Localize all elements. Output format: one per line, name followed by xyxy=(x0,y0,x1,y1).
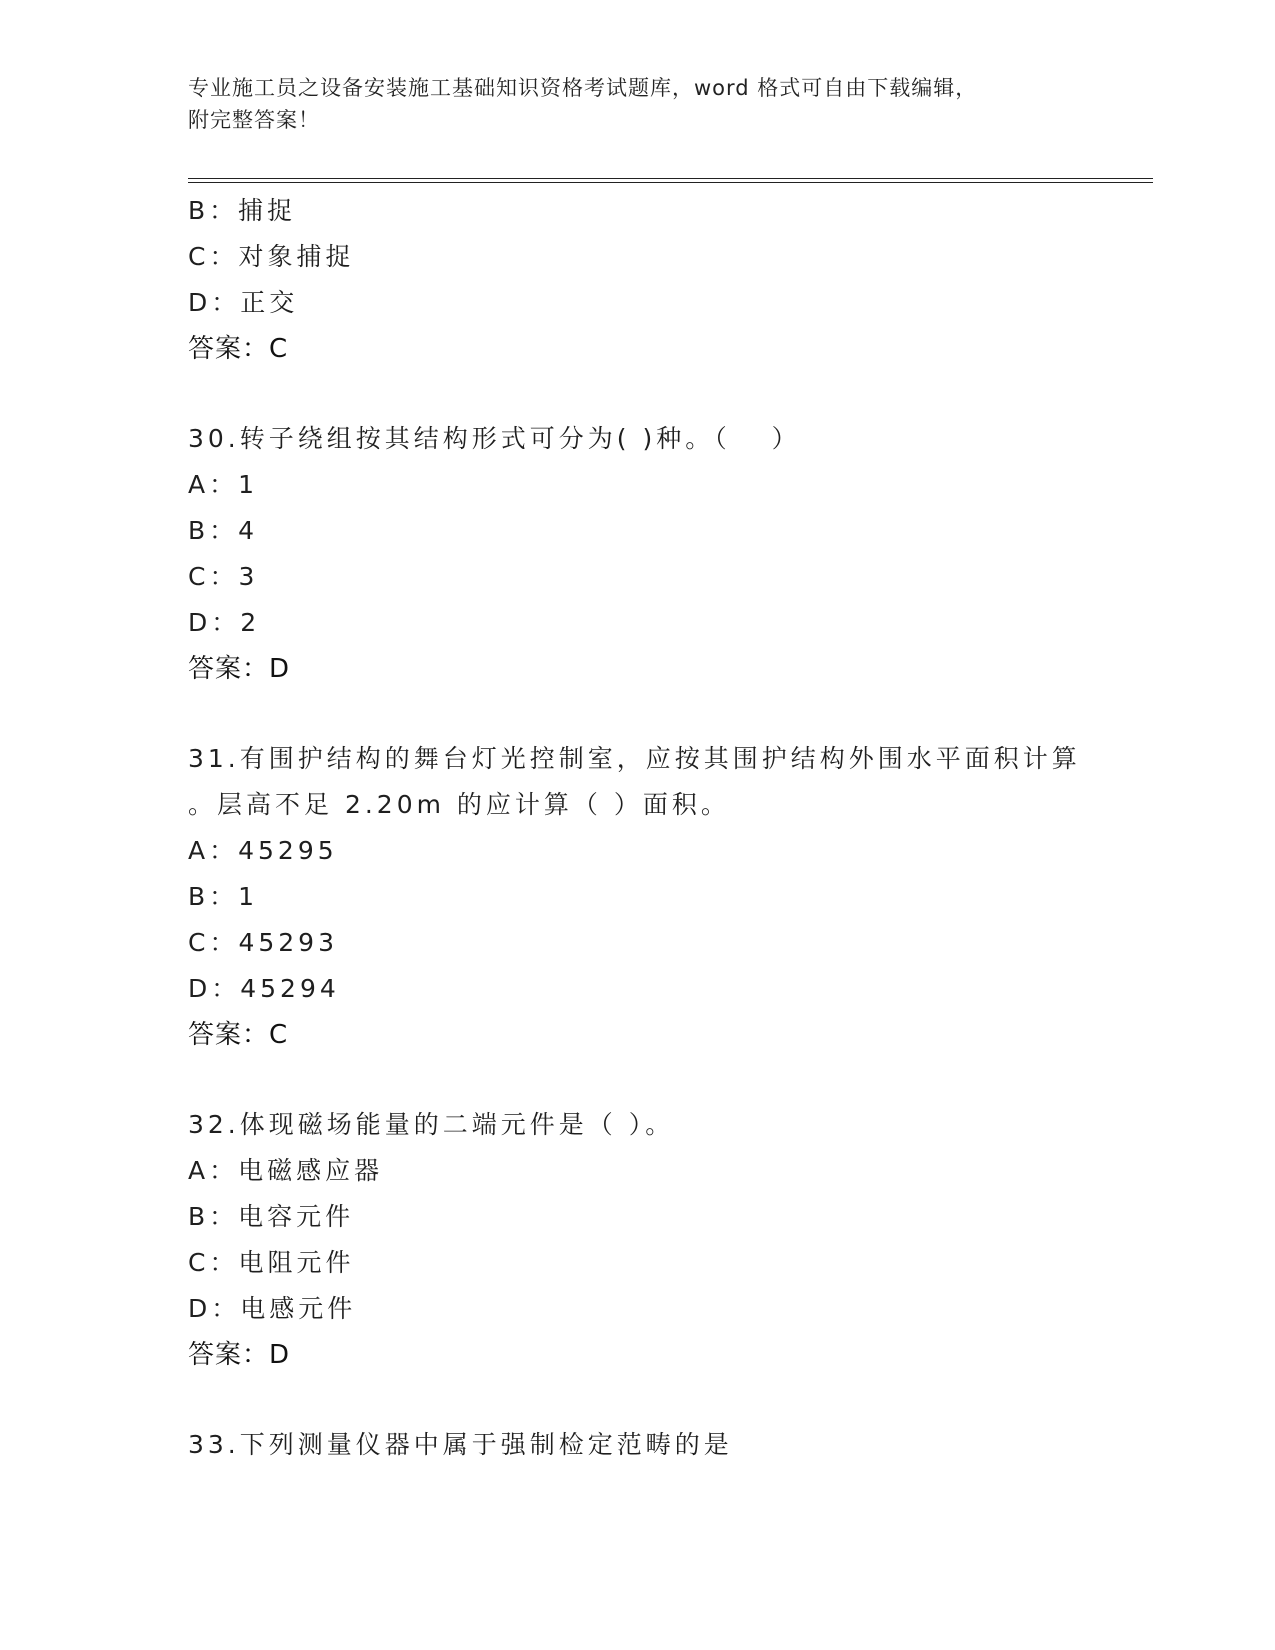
answer xyxy=(188,326,1088,372)
header-rule-top xyxy=(188,178,1153,179)
spacer xyxy=(188,1378,1088,1422)
option-b: B：电容元件 xyxy=(188,1202,355,1231)
spacer xyxy=(188,692,1088,736)
spacer xyxy=(188,372,1088,416)
question-33 xyxy=(188,1422,1088,1468)
answer-value: C xyxy=(269,334,289,364)
option-a: A：电磁感应器 xyxy=(188,1156,384,1185)
header-rule-bottom xyxy=(188,182,1153,183)
answer-label: 答案： xyxy=(188,654,270,684)
answer-label: 答案： xyxy=(188,334,270,364)
answer-label: 答案： xyxy=(188,1340,270,1370)
answer xyxy=(188,1012,1088,1058)
option-c: C：对象捕捉 xyxy=(188,242,355,271)
question-30 xyxy=(188,416,1088,692)
option-d: D：2 xyxy=(188,608,261,637)
question-stem-line-1: 31.有围护结构的舞台灯光控制室，应按其围护结构外围水平面积计算 xyxy=(188,744,1081,773)
option-d: D：正交 xyxy=(188,288,299,317)
option-d: D：电感元件 xyxy=(188,1294,357,1323)
answer-value: D xyxy=(269,1340,291,1370)
question-content xyxy=(188,188,1088,1468)
page-header xyxy=(188,72,1068,136)
answer xyxy=(188,646,1088,692)
answer-value: D xyxy=(269,654,291,684)
question-stem: 32.体现磁场能量的二端元件是（ ）。 xyxy=(188,1110,675,1139)
option-b: B：捕捉 xyxy=(188,196,297,225)
question-32 xyxy=(188,1102,1088,1378)
option-c: C：电阻元件 xyxy=(188,1248,355,1277)
spacer xyxy=(188,1058,1088,1102)
question-31 xyxy=(188,736,1088,1058)
question-stem-line-2: 。层高不足 2.20m 的应计算（ ）面积。 xyxy=(188,790,730,819)
option-c: C：45293 xyxy=(188,928,338,957)
option-a: A：45295 xyxy=(188,836,338,865)
question-stem: 33.下列测量仪器中属于强制检定范畴的是 xyxy=(188,1430,733,1459)
option-a: A：1 xyxy=(188,470,259,499)
answer xyxy=(188,1332,1088,1378)
answer-value: C xyxy=(269,1020,289,1050)
header-line-2: 附完整答案！ xyxy=(188,108,320,132)
option-d: D：45294 xyxy=(188,974,340,1003)
option-c: C：3 xyxy=(188,562,259,591)
question-29-partial xyxy=(188,188,1088,372)
option-b: B：4 xyxy=(188,516,259,545)
option-b: B：1 xyxy=(188,882,259,911)
header-line-1: 专业施工员之设备安装施工基础知识资格考试题库，word 格式可自由下载编辑， xyxy=(188,76,978,100)
question-stem: 30.转子绕组按其结构形式可分为( )种。（ ） xyxy=(188,424,801,453)
answer-label: 答案： xyxy=(188,1020,270,1050)
